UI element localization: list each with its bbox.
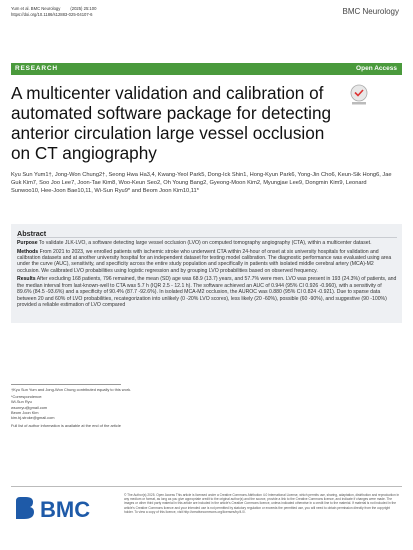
footer-divider [11, 486, 402, 487]
results-label: Results [17, 276, 36, 283]
results-text: After excluding 168 patients, 796 remained, the mean (SD) age was 68.9 (13.7) years, and 57.7% were men. LVO was present in 193 (24.3%) of patients, and the median interval from last-known-well to CTA was 5.7 h (IQR 2.5 - 12.1 h). The software achieved an AUC of 0.944 (95% CI 0.926 -0.960), with a sensitivity of 89.6% (84.5 -93.6%) and a specificity of 90.4% (87.7 -92.6%). In isolated MCA-M2 occlusion, the AUROC was 0.880 (95% CI 0.824 -0.921). Due to sparse data between 20 and 60% of LVO probabilities, recategorization into unlikely (0 -20% LVO scores), less likely (20 -60%), possible (60 -90%), and suggestive (90 -100%) provided a reliable estimation of LVO compared [17, 276, 397, 309]
year-volume: (2025) 25:100 [70, 6, 97, 11]
section-label: RESEARCH [15, 65, 58, 72]
corresponding-author-2: Beom Joon Kim [11, 409, 39, 415]
bmc-logo-text: BMC [40, 497, 91, 522]
purpose-paragraph [17, 240, 397, 246]
doi-link[interactable]: https://doi.org/10.1186/s12883-025-04107-6 [11, 11, 93, 17]
corresponding-author-1: Wi-Sun Ryu [11, 399, 32, 405]
purpose-text: To validate JLK-LVO, a software detecting large vessel occlusion (LVO) on computed tomography angiography (CTA), within a multicenter dataset. [38, 240, 372, 246]
author-list: Kyu Sun Yum1†, Jong-Won Chung2†, Seong Hwa Ha3,4, Kwang-Yeol Park5, Dong-Ick Shin1, Hong-Kyun Park6, Yong-Jin Cho6, Keun-Sik Hong6, Jae Guk Kim7, Soo Joo Lee7, Joon-Tae Kim8, Woo-Keun Seo2, Oh Young Bang2, Gyeong-Moon Kim2, Myungjae Lee9, Dongmin Kim9, Leonard Sunwoo10, Hee-Joon Bae10,11, Wi-Sun Ryu9* and Beom Joon Kim10,11* [11, 172, 392, 194]
check-for-updates-icon[interactable] [350, 84, 368, 106]
abstract-divider [17, 237, 397, 238]
author-info-note: Full list of author information is available at the end of the article [11, 423, 121, 429]
correspondence-label: *Correspondence: [11, 394, 43, 400]
methods-text: From 2021 to 2023, we enrolled patients with ischemic stroke who underwent CTA within 24-hour of onset at six university hospitals for validation and calibration datasets and at another university hospital for an independent dataset for testing model calibration. The diagnostic performance was evaluated using area under the curve (AUC), sensitivity, and specificity across the entire study population and specifically in patients with isolated middle cerebral artery (MCA)-M2 occlusion. We calibrated LVO probabilities using logistic regression and by grouping LVO probabilities based on observed frequency. [17, 248, 392, 274]
abstract-heading: Abstract [17, 229, 47, 238]
open-access-label[interactable]: Open Access [356, 65, 397, 72]
equal-contribution-note: †Kyu Sun Yum and Jong-Won Chung contributed equally to this work. [11, 386, 132, 392]
article-title: A multicenter validation and calibration of automated software package for detecting anterior circulation large vessel occlusion on CT angiography [11, 83, 332, 163]
article-header [11, 6, 96, 17]
methods-paragraph [17, 249, 397, 275]
email-link-2[interactable]: kim.bj.stroke@gmail.com [11, 415, 55, 421]
journal-name: BMC Neurology [342, 7, 399, 16]
bmc-logo [14, 493, 114, 523]
citation: Yum et al. BMC Neurology [11, 6, 61, 11]
section-bar [11, 63, 402, 75]
footnotes [11, 384, 141, 431]
methods-label: Methods [17, 248, 39, 255]
results-paragraph [17, 276, 397, 308]
license-text: © The Author(s) 2025. Open Access This article is licensed under a Creative Commons Attribution 4.0 International License, which permits use, sharing, adaptation, distribution and reproduction in any medium or format, as long as you give appropriate credit to the original author(s) and the source, provide a link to the Creative Commons licence, and indicate if changes were made. The images or other third party material in this article are included in the article's Creative Commons licence, unless indicated otherwise in a credit line to the material. If material is not included in the article's Creative Commons licence and your intended use is not permitted by statutory regulation or exceeds the permitted use, you will need to obtain permission directly from the copyright holder. To view a copy of this licence, visit http://creativecommons.org/licenses/by/4.0/. [124, 493, 400, 514]
abstract-body [17, 240, 397, 311]
footnote-divider [11, 384, 121, 385]
purpose-label: Purpose [17, 240, 38, 246]
email-link-1[interactable]: wsunryu@gmail.com [11, 404, 48, 410]
